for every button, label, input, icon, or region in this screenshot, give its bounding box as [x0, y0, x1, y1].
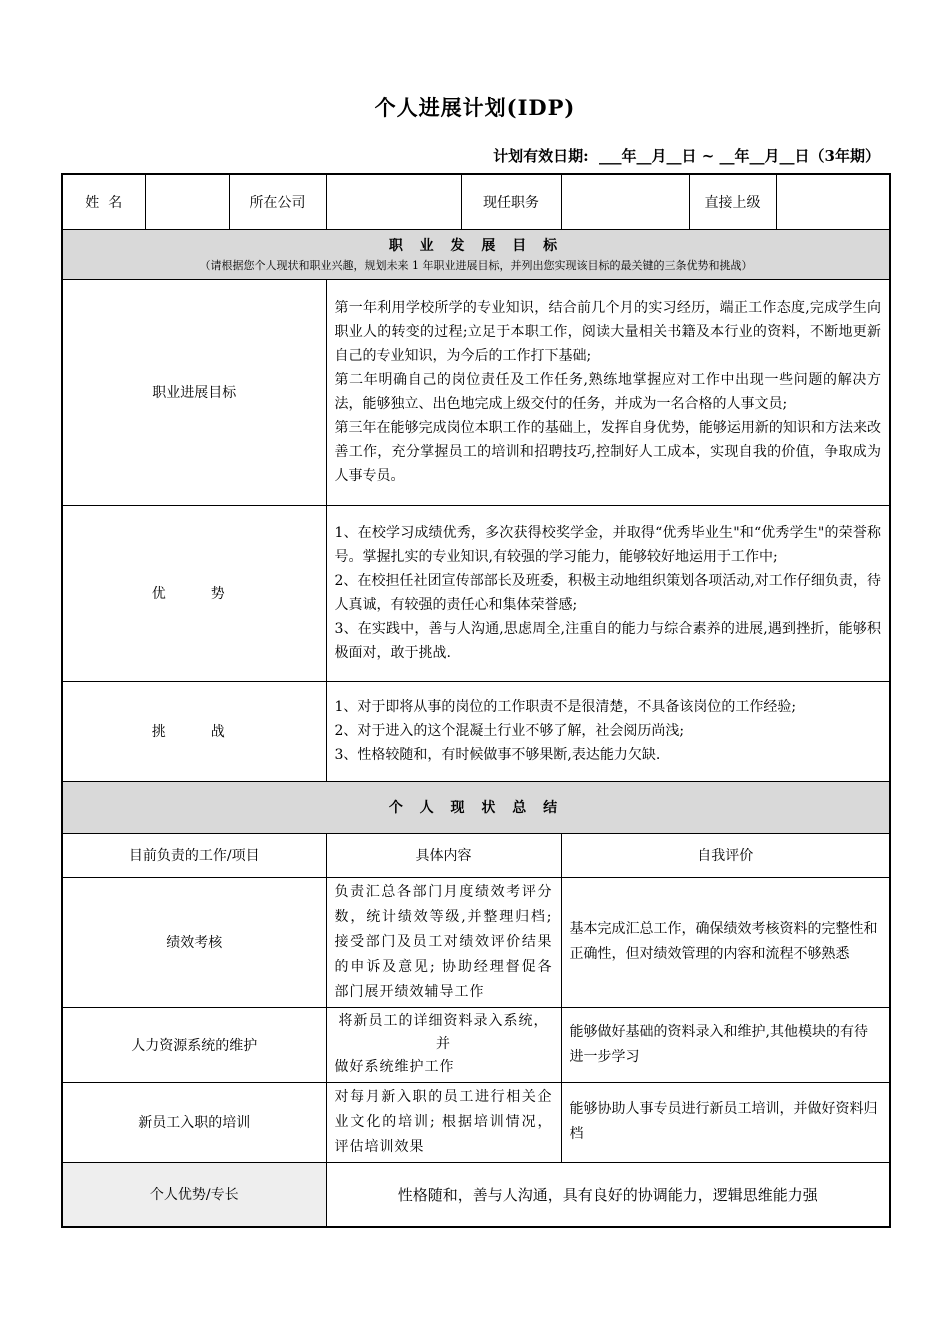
strength-item-1: 1、在校学习成绩优秀，多次获得校奖学金，并取得“优秀毕业生"和“优秀学生"的荣誉称号。掌握扎实的专业知识,有较强的学习能力，能够较好地运用于工作中; [334, 525, 881, 565]
status-item-row [62, 1082, 890, 1162]
work-eval: 基本完成汇总工作，确保绩效考核资料的完整性和正确性，但对绩效管理的内容和流程不够熟悉 [561, 877, 890, 1007]
goal-row [62, 279, 890, 505]
col-eval-header: 自我评价 [561, 833, 890, 877]
career-section-header [62, 229, 890, 279]
validity-period: 计划有效日期: ___年__月__日 ~ __年__月__日（3年期） [493, 147, 880, 165]
company-label: 所在公司 [229, 174, 326, 229]
challenge-item-3: 3、性格较随和，有时候做事不够果断,表达能力欠缺. [334, 747, 661, 763]
status-item-row [62, 1007, 890, 1082]
strength-row [62, 505, 890, 681]
strength-item-3: 3、在实践中，善与人沟通,思虑周全,注重自的能力与综合素养的进展,遇到挫折，能够积极面对，敢于挑战. [334, 621, 881, 661]
strength-text [326, 505, 890, 681]
supervisor-value[interactable] [776, 174, 890, 229]
supervisor-label: 直接上级 [689, 174, 776, 229]
work-content-line: 做好系统维护工作 [334, 1059, 455, 1075]
challenge-row [62, 681, 890, 781]
header-row [62, 174, 890, 229]
status-item-row [62, 877, 890, 1007]
name-value[interactable] [145, 174, 229, 229]
status-columns-row [62, 833, 890, 877]
personal-strength-row [62, 1162, 890, 1227]
work-eval: 能够协助人事专员进行新员工培训，并做好资料归档 [561, 1082, 890, 1162]
challenge-item-2: 2、对于进入的这个混凝土行业不够了解，社会阅历尚浅; [334, 723, 685, 739]
challenge-label: 挑 战 [62, 681, 326, 781]
work-item: 新员工入职的培训 [62, 1082, 326, 1162]
work-item: 人力资源系统的维护 [62, 1007, 326, 1082]
challenge-item-1: 1、对于即将从事的岗位的工作职责不是很清楚，不具备该岗位的工作经验; [334, 699, 797, 715]
strength-label: 优 势 [62, 505, 326, 681]
career-heading: 职 业 发 展 目 标 [388, 238, 564, 254]
strength-item-2: 2、在校担任社团宣传部部长及班委，积极主动地组织策划各项活动,对工作仔细负责，待人真诚，有较强的责任心和集体荣誉感; [334, 573, 881, 613]
goal-year-2: 第二年明确自己的岗位责任及工作任务,熟练地掌握应对工作中出现一些问题的解决方法，能够独立、出色地完成上级交付的任务，并成为一名合格的人事文员; [334, 372, 881, 412]
name-label: 姓 名 [62, 174, 145, 229]
page-title: 个人进展计划(IDP) [374, 95, 576, 120]
status-heading: 个 人 现 状 总 结 [388, 800, 564, 816]
goal-year-1: 第一年利用学校所学的专业知识，结合前几个月的实习经历，端正工作态度,完成学生向职业人的转变的过程;立足于本职工作，阅读大量相关书籍及本行业的资料，不断地更新自己的专业知识，为今后的工作打下基础; [334, 300, 881, 364]
challenge-text [326, 681, 890, 781]
work-content: 负责汇总各部门月度绩效考评分数，统计绩效等级,并整理归档;接受部门及员工对绩效评价结果的申诉及意见; 协助经理督促各部门展开绩效辅导工作 [326, 877, 561, 1007]
personal-strength-value: 性格随和，善与人沟通，具有良好的协调能力，逻辑思维能力强 [326, 1162, 890, 1227]
position-label: 现任职务 [461, 174, 561, 229]
goal-year-3: 第三年在能够完成岗位本职工作的基础上，发挥自身优势，能够运用新的知识和方法来改善工作，充分掌握员工的培训和招聘技巧,控制好人工成本，实现自我的价值，争取成为人事专员。 [334, 420, 881, 484]
col-content-header: 具体内容 [326, 833, 561, 877]
work-content-line: 并 [436, 1036, 451, 1052]
col-work-header: 目前负责的工作/项目 [62, 833, 326, 877]
career-subheading: （请根据您个人现状和职业兴趣，规划未来 1 年职业进展目标，并列出您实现该目标的最关键的三条优势和挑战） [199, 259, 753, 272]
position-value[interactable] [561, 174, 689, 229]
goal-text [326, 279, 890, 505]
status-section-header [62, 781, 890, 833]
work-eval: 能够做好基础的资料录入和维护,其他模块的有待进一步学习 [561, 1007, 890, 1082]
work-item: 绩效考核 [62, 877, 326, 1007]
personal-strength-label: 个人优势/专长 [62, 1162, 326, 1227]
work-content: 对每月新入职的员工进行相关企业文化的培训; 根据培训情况，评估培训效果 [326, 1082, 561, 1162]
work-content [326, 1007, 561, 1082]
work-content-line: 将新员工的详细资料录入系统， [338, 1013, 549, 1029]
company-value[interactable] [326, 174, 461, 229]
idp-table [61, 173, 891, 1228]
goal-label: 职业进展目标 [62, 279, 326, 505]
